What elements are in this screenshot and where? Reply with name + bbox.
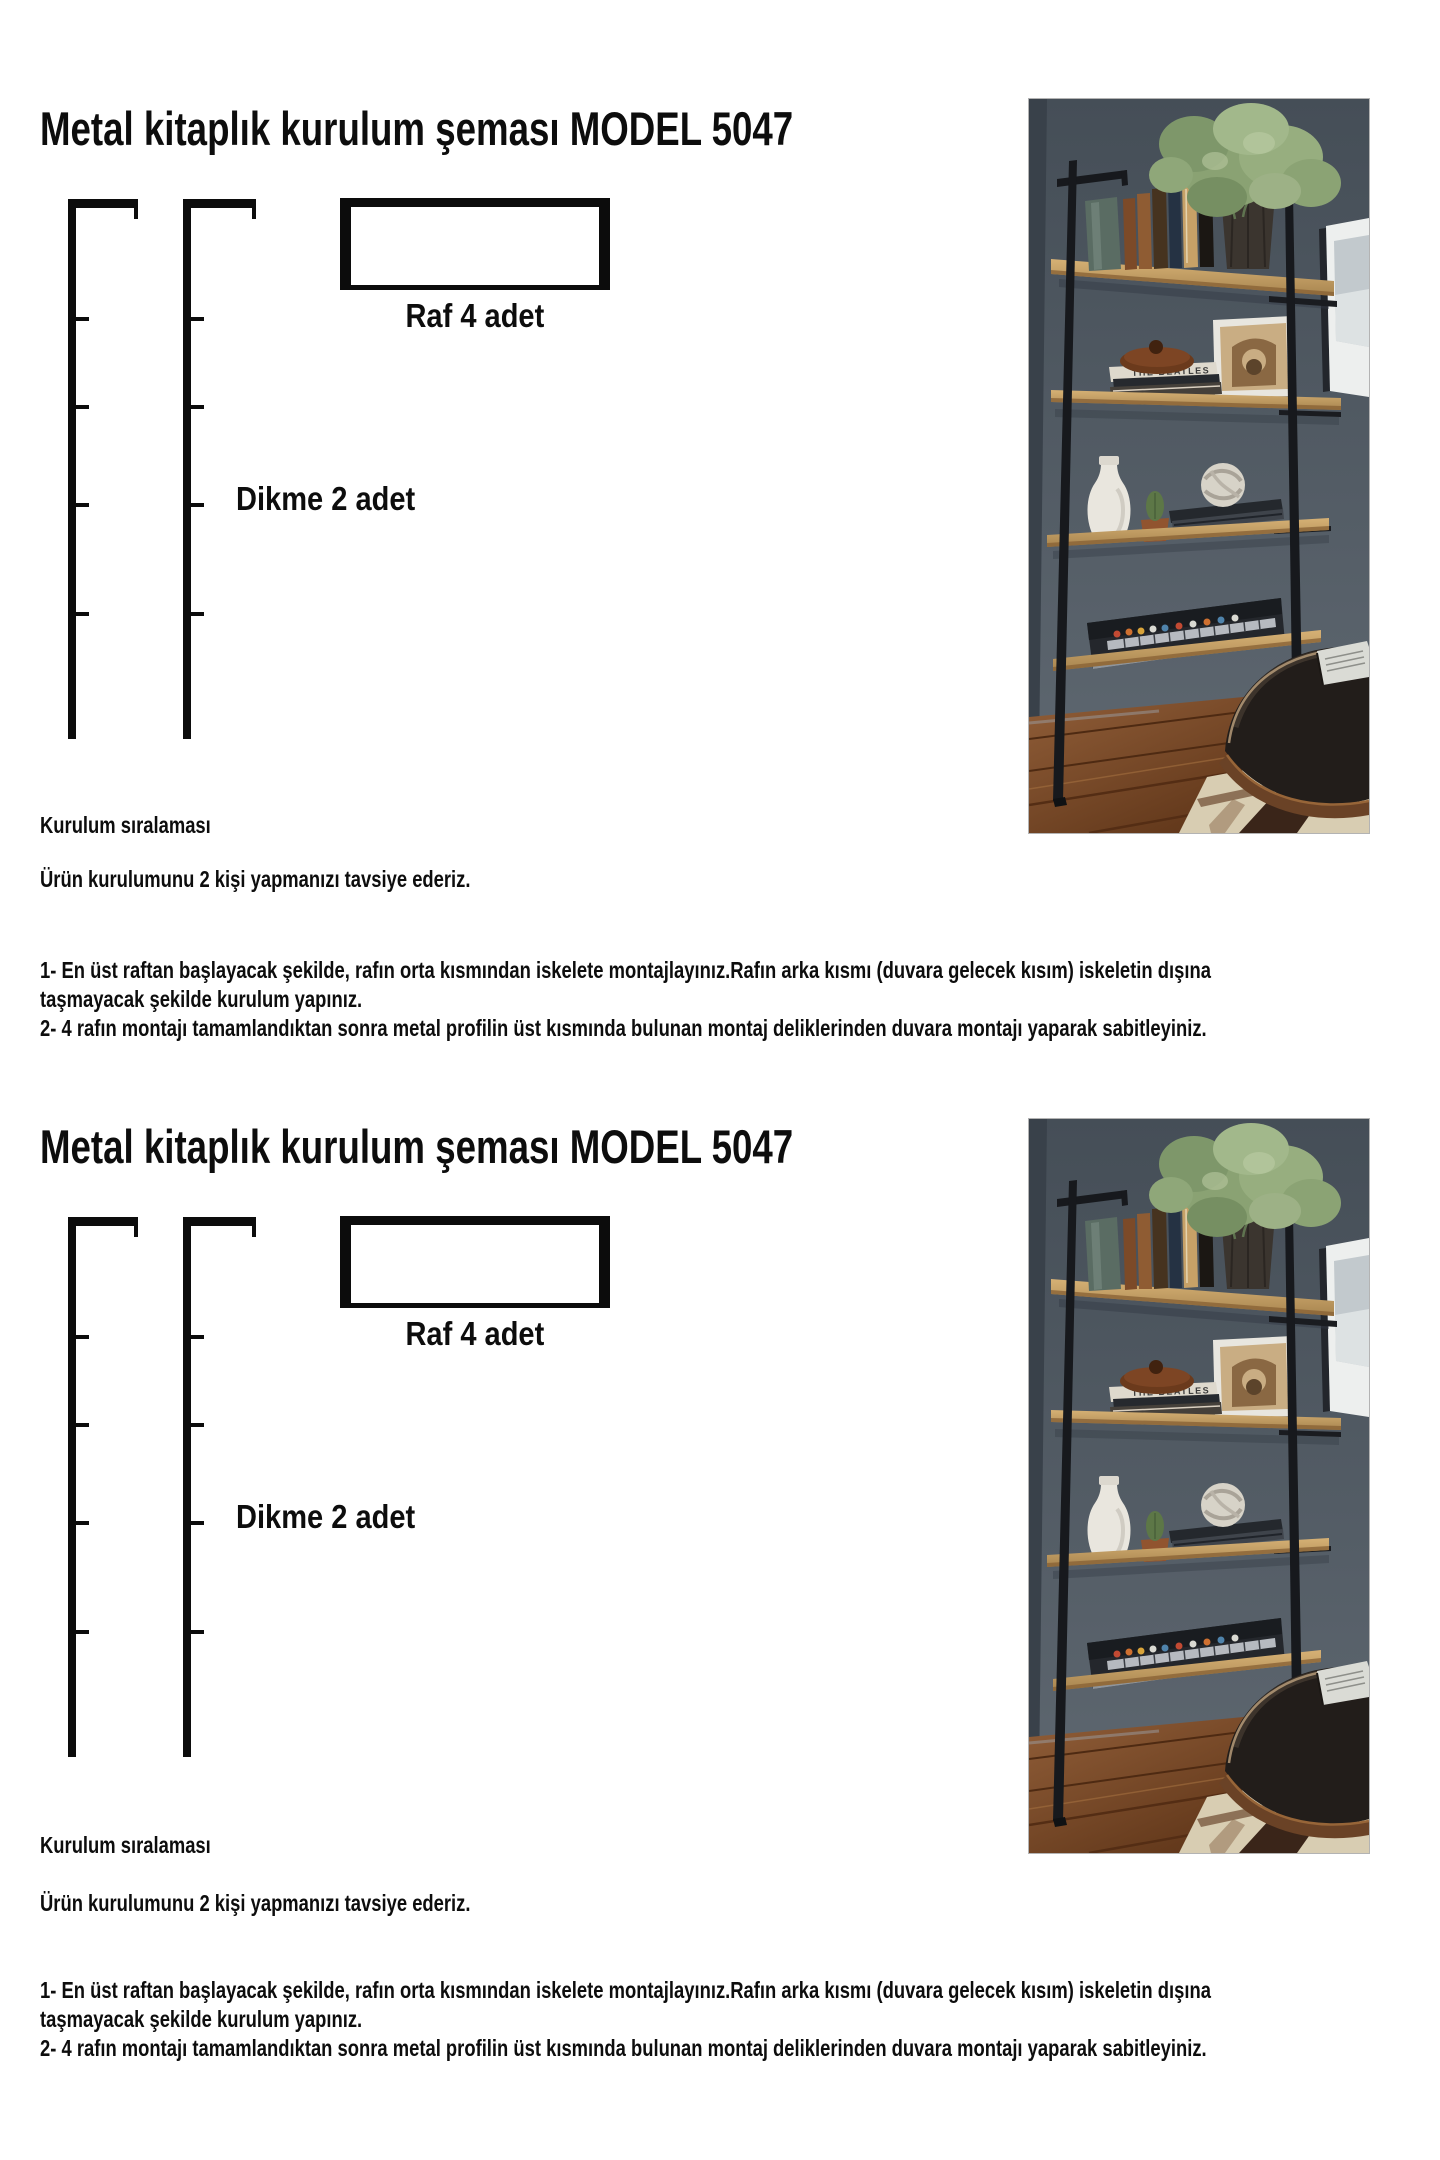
step-line-text: 1- En üst raftan başlayacak şekilde, rafın orta kısmından iskelete montajlayınız.Rafın arka kısmı (duvara gelecek kısım) iskeletin dışına	[40, 957, 1211, 983]
product-photo	[1028, 1118, 1370, 1854]
recommendation-text	[40, 866, 578, 893]
step-line	[40, 956, 1430, 985]
shelf-notch	[191, 317, 204, 321]
step-line-text: 1- En üst raftan başlayacak şekilde, rafın orta kısmından iskelete montajlayınız.Rafın arka kısmı (duvara gelecek kısım) iskeletin dışına	[40, 1977, 1211, 2003]
step-line	[40, 2034, 1430, 2063]
bookshelf-photo-art	[1029, 99, 1369, 833]
post-top-hook	[252, 1226, 256, 1237]
step-line-text: 2- 4 rafın montajı tamamlandıktan sonra metal profilin üst kısmında bulunan montaj deliklerinden duvara montajı yaparak sabitleyiniz.	[40, 2035, 1207, 2061]
post-top-hook	[134, 1226, 138, 1237]
shelf-notch	[191, 1335, 204, 1339]
shelf-notch	[76, 405, 89, 409]
upright-post-drawing-left	[68, 199, 146, 739]
shelf-notch	[191, 1521, 204, 1525]
post-vertical-bar	[183, 199, 191, 739]
step-line	[40, 985, 1430, 1014]
step-line	[40, 1976, 1430, 2005]
shelf-notch	[191, 1423, 204, 1427]
shelf-label-text: Raf 4 adet	[405, 297, 545, 334]
upright-post-drawing-right	[183, 199, 261, 739]
post-top-bar	[183, 199, 256, 208]
page-title-text: Metal kitaplık kurulum şeması MODEL 5047	[40, 1120, 794, 1174]
product-photo	[1028, 98, 1370, 834]
assembly-order-heading	[40, 812, 253, 839]
post-label-text: Dikme 2 adet	[236, 1498, 416, 1535]
post-top-hook	[252, 208, 256, 219]
post-top-hook	[134, 208, 138, 219]
shelf-notch	[191, 503, 204, 507]
upright-post-drawing-right	[183, 1217, 261, 1757]
recommendation-text-line: Ürün kurulumunu 2 kişi yapmanızı tavsiye ederiz.	[40, 1890, 471, 1916]
shelf-notch	[76, 1423, 89, 1427]
shelf-label-text: Raf 4 adet	[405, 1315, 545, 1352]
page-title	[40, 1120, 1006, 1174]
step-line	[40, 2005, 1430, 2034]
instruction-section-2	[0, 1018, 1440, 2160]
assembly-steps	[40, 1976, 1430, 2063]
shelf-notch	[191, 1630, 204, 1634]
post-top-bar	[68, 1217, 138, 1226]
shelf-drawing	[340, 198, 610, 290]
post-vertical-bar	[183, 1217, 191, 1757]
step-line-text: taşmayacak şekilde kurulum yapınız.	[40, 2006, 363, 2032]
assembly-order-heading-text: Kurulum sıralaması	[40, 812, 211, 838]
recommendation-text-line: Ürün kurulumunu 2 kişi yapmanızı tavsiye ederiz.	[40, 866, 471, 892]
page-title-text: Metal kitaplık kurulum şeması MODEL 5047	[40, 102, 794, 156]
recommendation-text	[40, 1890, 578, 1917]
step-line-text: taşmayacak şekilde kurulum yapınız.	[40, 986, 363, 1012]
post-top-bar	[68, 199, 138, 208]
shelf-notch	[76, 1630, 89, 1634]
shelf-notch	[191, 405, 204, 409]
shelf-label	[340, 297, 610, 335]
post-vertical-bar	[68, 1217, 76, 1757]
shelf-label	[340, 1315, 610, 1353]
shelf-notch	[76, 612, 89, 616]
shelf-notch	[76, 1335, 89, 1339]
shelf-notch	[191, 612, 204, 616]
assembly-order-heading-text: Kurulum sıralaması	[40, 1832, 211, 1858]
page-title	[40, 102, 1006, 156]
shelf-notch	[76, 317, 89, 321]
step-line-text: 2- 4 rafın montajı tamamlandıktan sonra metal profilin üst kısmında bulunan montaj deliklerinden duvara montajı yaparak sabitleyiniz.	[40, 1015, 1207, 1041]
post-label-text: Dikme 2 adet	[236, 480, 416, 517]
post-vertical-bar	[68, 199, 76, 739]
upright-post-drawing-left	[68, 1217, 146, 1757]
post-label	[236, 1498, 440, 1536]
post-top-bar	[183, 1217, 256, 1226]
shelf-notch	[76, 503, 89, 507]
assembly-order-heading	[40, 1832, 253, 1859]
shelf-drawing	[340, 1216, 610, 1308]
shelf-notch	[76, 1521, 89, 1525]
bookshelf-photo-art	[1029, 1119, 1369, 1853]
post-label	[236, 480, 440, 518]
